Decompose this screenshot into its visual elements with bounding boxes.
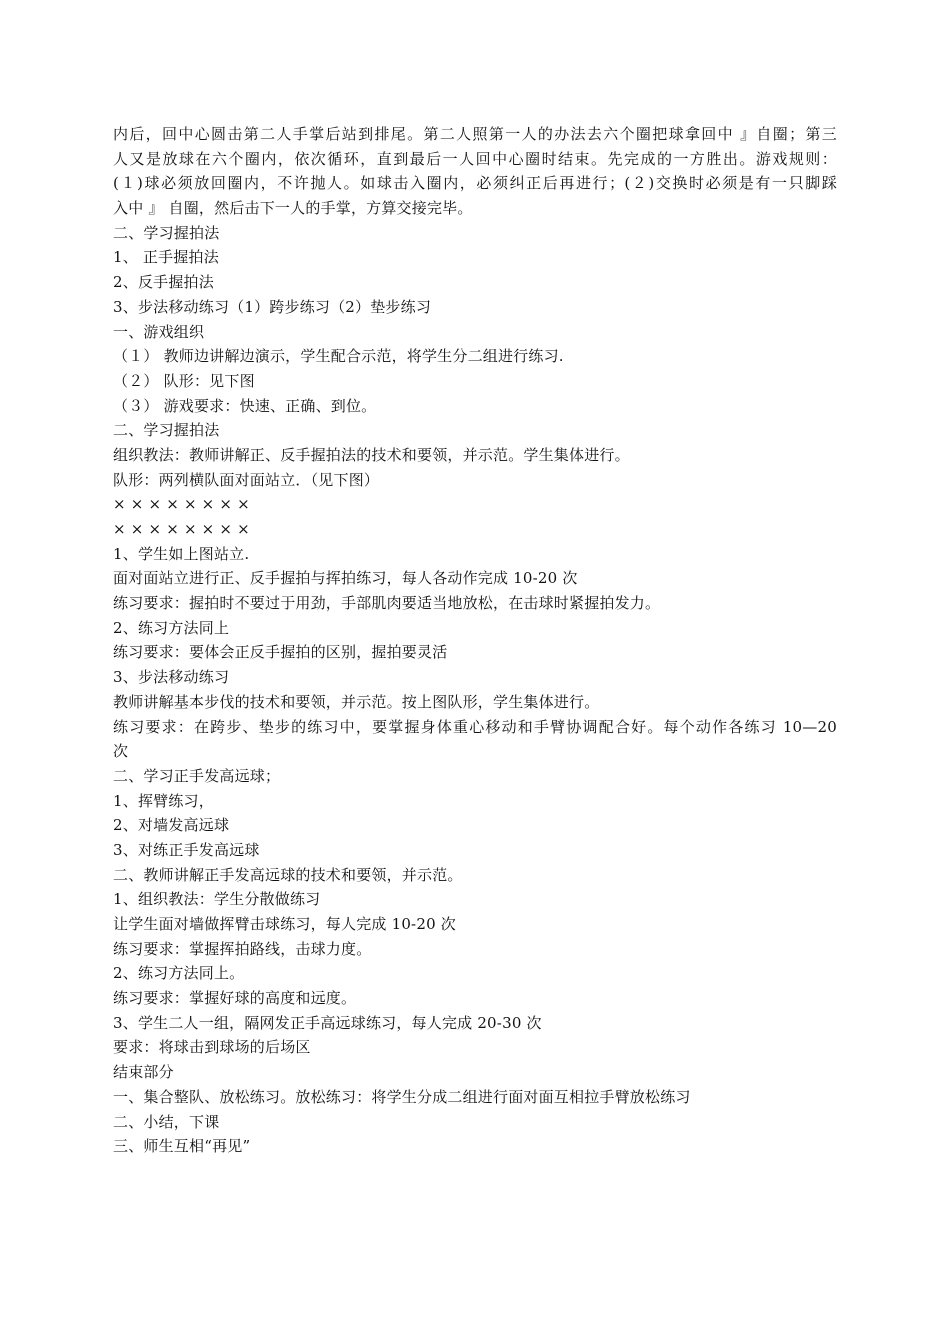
list-item: 2、对墙发高远球	[113, 816, 230, 835]
list-item: 3、对练正手发高远球	[113, 840, 260, 859]
list-item: （１） 教师边讲解边演示，学生配合示范，将学生分二组进行练习.	[113, 347, 564, 366]
section-heading: 二、教师讲解正手发高远球的技术和要领，并示范。	[113, 865, 463, 884]
list-item: （２） 队形：见下图	[113, 371, 255, 390]
section-heading: 一、游戏组织	[113, 322, 205, 341]
paragraph-line: 要求：将球击到球场的后场区	[113, 1038, 311, 1057]
paragraph-line: 次	[113, 742, 129, 761]
paragraph-line: 教师讲解基本步伐的技术和要领，并示范。按上图队形，学生集体进行。	[113, 692, 600, 711]
list-item: 二、小结，下课	[113, 1112, 220, 1131]
paragraph-line: 入中 』 自圈，然后击下一人的手掌，方算交接完毕。	[113, 199, 473, 218]
list-item: 1、学生如上图站立.	[113, 544, 250, 563]
list-item: 一、集合整队、放松练习。放松练习：将学生分成二组进行面对面互相拉手臂放松练习	[113, 1087, 691, 1106]
paragraph-line: 面对面站立进行正、反手握拍与挥拍练习，每人各动作完成 10-20 次	[113, 569, 578, 588]
list-item: 3、步法移动练习（1）跨步练习（2）垫步练习	[113, 297, 432, 316]
list-item: 三、师生互相“再见”	[113, 1137, 251, 1156]
paragraph-line: 组织教法：教师讲解正、反手握拍法的技术和要领，并示范。学生集体进行。	[113, 445, 630, 464]
paragraph-line: (１)球必须放回圈内，不许抛人。如球击入圈内，必须纠正后再进行；(２)交换时必须是有一只脚踩	[113, 174, 837, 193]
list-item: 1、 正手握拍法	[113, 248, 219, 267]
paragraph-line: 练习要求：在跨步、垫步的练习中，要掌握身体重心移动和手臂协调配合好。每个动作各练习 10—20	[113, 717, 837, 736]
list-item: 2、练习方法同上	[113, 618, 230, 637]
section-heading: 二、学习握拍法	[113, 223, 220, 242]
list-item: 2、练习方法同上。	[113, 964, 245, 983]
paragraph-line: 练习要求：掌握好球的高度和远度。	[113, 989, 357, 1008]
paragraph-line: 内后，回中心圆击第二人手掌后站到排尾。第二人照第一人的办法去六个圈把球拿回中 』自圈；第三	[113, 125, 837, 143]
list-item: 1、挥臂练习，	[113, 791, 214, 810]
section-heading: 结束部分	[113, 1063, 174, 1082]
paragraph-line: 队形：两列横队面对面站立．（见下图）	[113, 470, 380, 489]
list-item: （３） 游戏要求：快速、正确、到位。	[113, 396, 377, 415]
list-item: 2、反手握拍法	[113, 273, 214, 292]
paragraph-line: 人又是放球在六个圈内，依次循环，直到最后一人回中心圈时结束。先完成的一方胜出。游戏规则：	[113, 149, 837, 168]
formation-row: × × × × × × × ×	[113, 495, 250, 514]
paragraph-line: 练习要求：要体会正反手握拍的区别，握拍要灵活	[113, 643, 448, 662]
section-heading: 二、学习握拍法	[113, 421, 220, 440]
paragraph-line: 练习要求：掌握挥拍路线，击球力度。	[113, 939, 372, 958]
document-body	[113, 122, 837, 1159]
paragraph-line: 练习要求：握拍时不要过于用劲，手部肌肉要适当地放松，在击球时紧握拍发力。	[113, 594, 661, 613]
formation-row: × × × × × × × ×	[113, 520, 250, 538]
list-item: 3、步法移动练习	[113, 668, 230, 687]
section-heading: 二、学习正手发高远球；	[113, 766, 281, 785]
paragraph-line: 让学生面对墙做挥臂击球练习，每人完成 10-20 次	[113, 915, 456, 933]
list-item: 3、学生二人一组，隔网发正手高远球练习，每人完成 20-30 次	[113, 1013, 542, 1032]
list-item: 1、组织教法：学生分散做练习	[113, 890, 321, 909]
